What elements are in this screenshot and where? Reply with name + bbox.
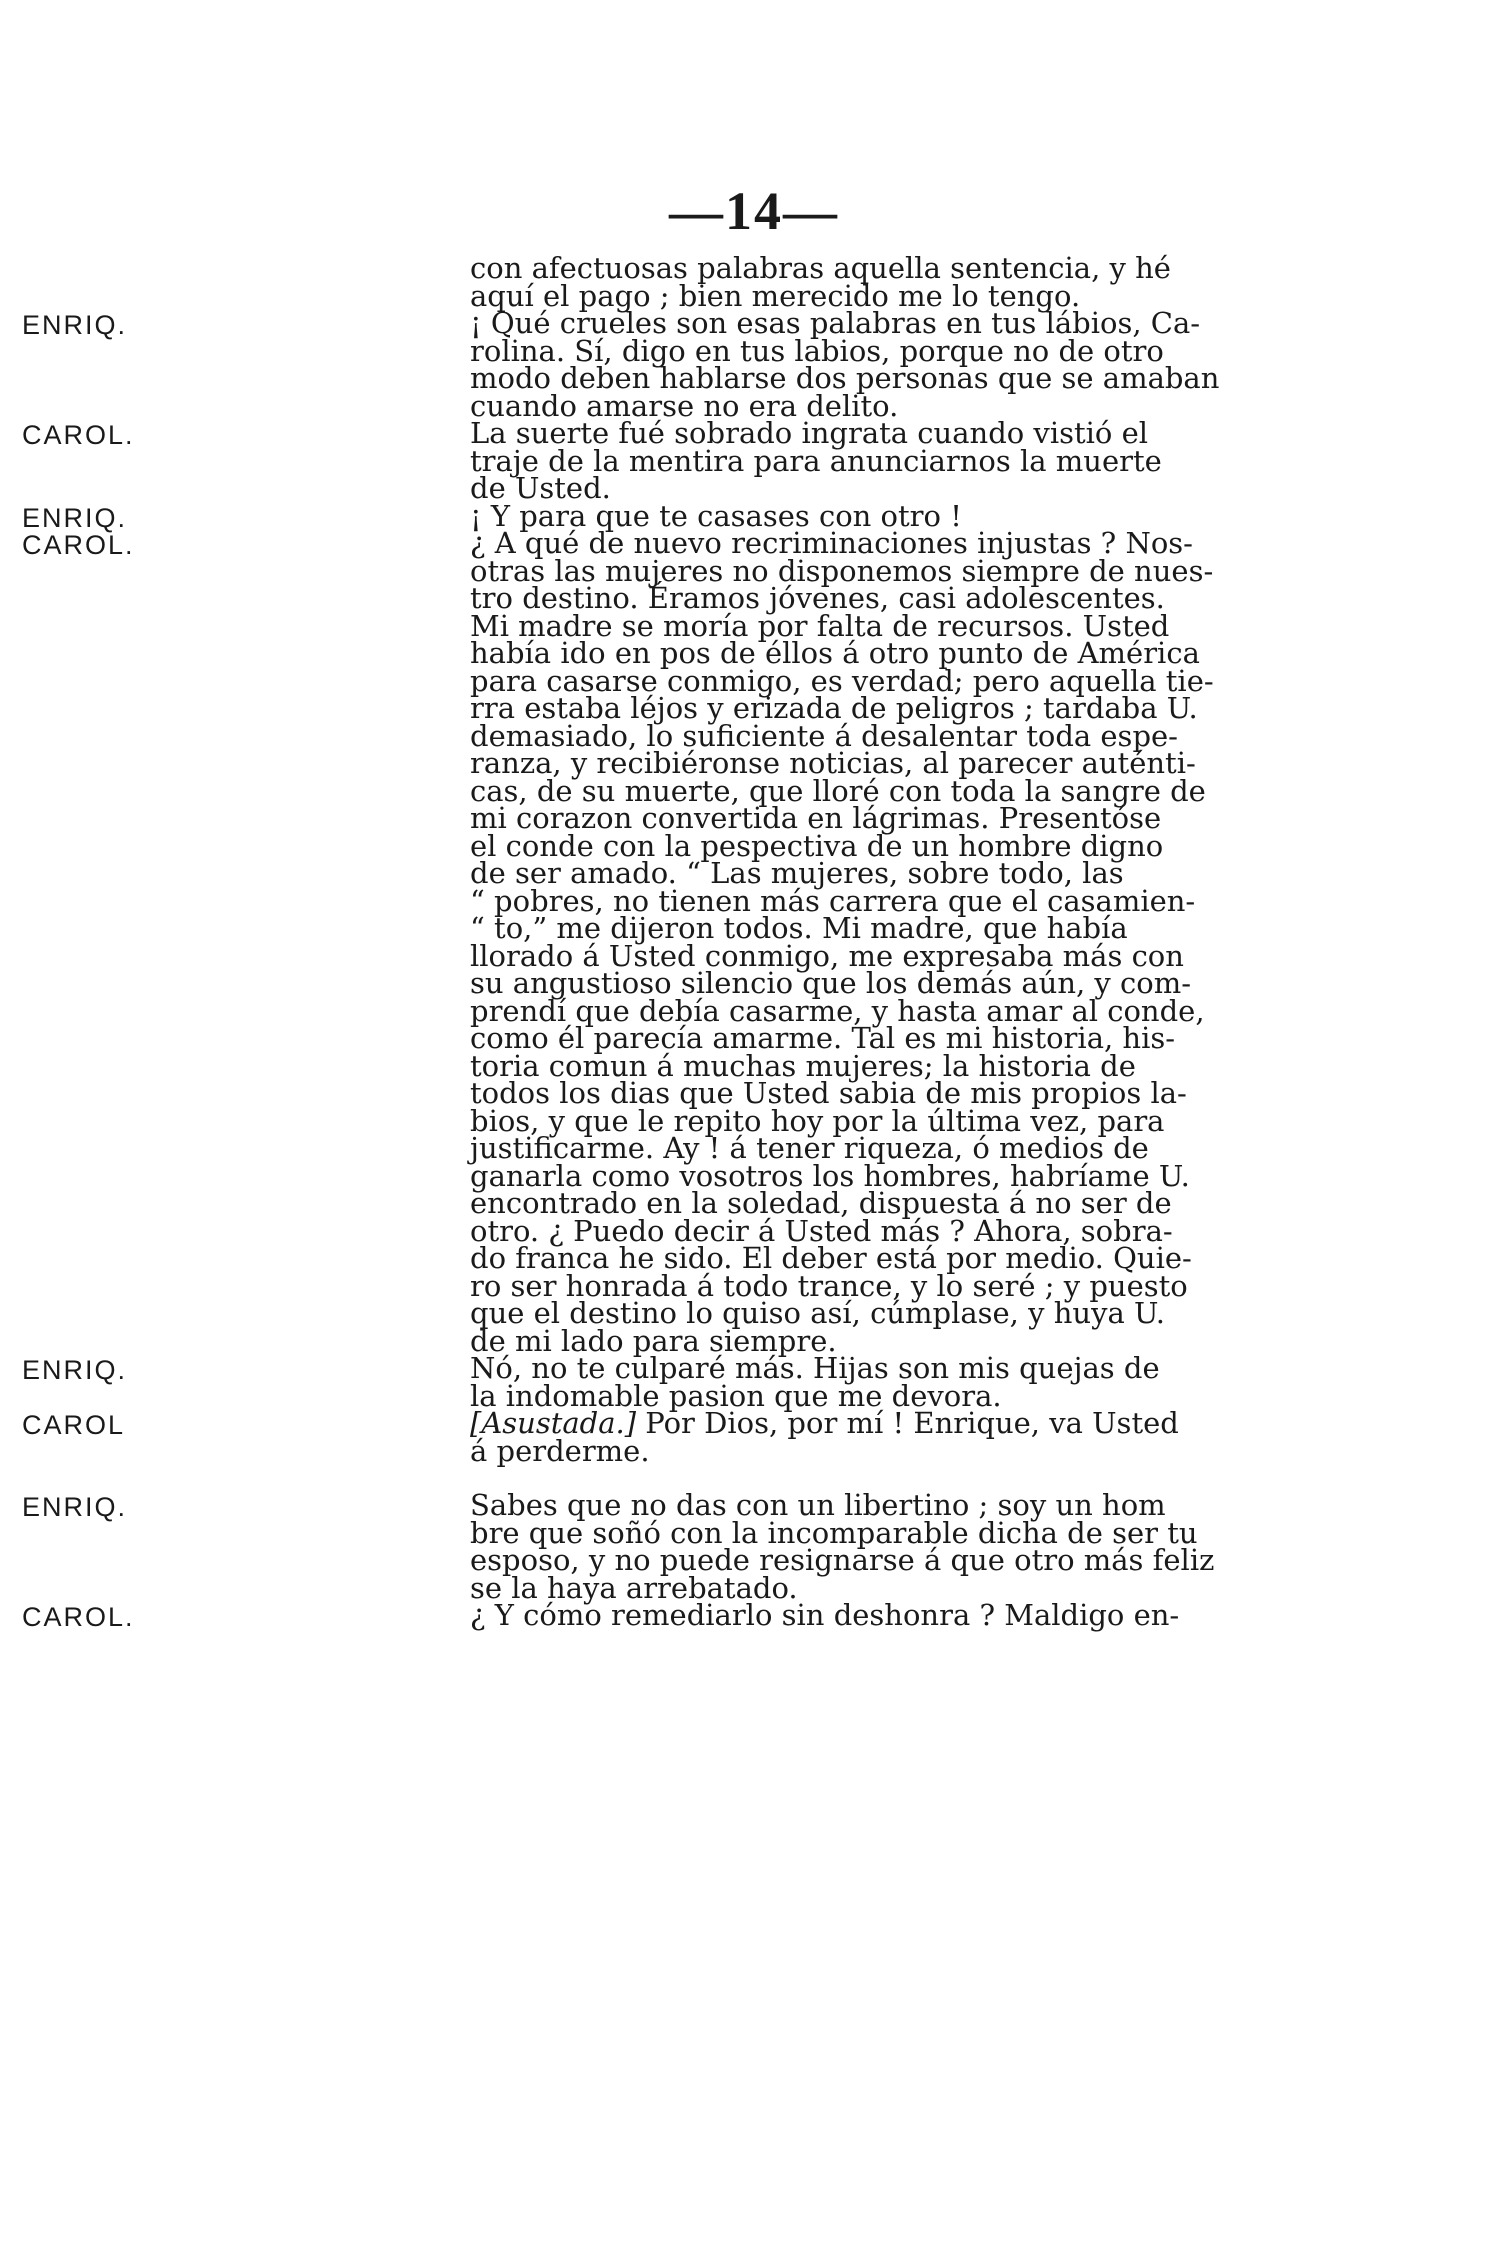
dialogue-entry	[22, 1351, 1310, 1413]
speech-text	[300, 1488, 1310, 1605]
text-line: demasiado, lo suficiente á desalentar toda espe-	[470, 718, 1178, 753]
text-line: la indomable pasion que me devora.	[470, 1378, 1002, 1413]
speaker-label: CAROL	[22, 1410, 126, 1440]
speech-text	[300, 251, 1310, 313]
text-line: como él parecía amarme. Tal es mi historia, his-	[470, 1021, 1176, 1055]
text-line: “ pobres, no tienen más carrera que el casamien-	[470, 883, 1196, 918]
text-line: de Usted.	[470, 471, 611, 505]
text-line: todos los dias que Usted sabia de mis propios la-	[470, 1076, 1187, 1110]
text-line: ro ser honrada á todo trance, y lo seré ; y puesto	[470, 1268, 1188, 1303]
speech-text	[300, 1351, 1310, 1413]
dialogue-entry	[22, 306, 1310, 423]
text-line: de ser amado. “ Las mujeres, sobre todo, las	[470, 856, 1124, 890]
text-line: mi corazon convertida en lágrimas. Presentóse	[470, 801, 1162, 835]
text-line: bios, y que le repito hoy por la última vez, para	[470, 1103, 1165, 1138]
dialogue-entry	[22, 416, 1310, 505]
speech-text	[300, 526, 1310, 1358]
text-line: modo deben hablarse dos personas que se amaban	[470, 361, 1220, 395]
speaker-label: CAROL.	[22, 1602, 135, 1632]
text-line: de mi lado para siempre.	[470, 1323, 837, 1358]
text-line: su angustioso silencio que los demás aún, y com-	[470, 966, 1192, 1000]
dialogue-entry	[300, 251, 1310, 313]
text-line: prendí que debía casarme, y hasta amar al conde,	[470, 993, 1205, 1028]
dialogue-entry	[22, 1406, 1310, 1468]
text-line: llorado á Usted conmigo, me expresaba más con	[470, 938, 1184, 973]
text-line: á perderme.	[470, 1433, 650, 1468]
dialogue-entry	[22, 1488, 1310, 1605]
text-line: rolina. Sí, digo en tus labios, porque no de otro	[470, 333, 1164, 368]
speaker-label: ENRIQ.	[22, 310, 128, 340]
text-line: bre que soñó con la incomparable dicha de ser tu	[470, 1515, 1198, 1550]
text-line: otras las mujeres no disponemos siempre de nues-	[470, 553, 1214, 588]
text-line: otro. ¿ Puedo decir á Usted más ? Ahora, sobra-	[470, 1213, 1173, 1248]
speaker-label: CAROL.	[22, 420, 135, 450]
text-line: había ido en pos de éllos á otro punto de América	[470, 636, 1200, 670]
text-line: con afectuosas palabras aquella sentencia, y hé	[470, 251, 1171, 285]
text-line: esposo, y no puede resignarse á que otro más feliz	[470, 1543, 1215, 1577]
text-line: cas, de su muerte, que lloré con toda la sangre de	[470, 773, 1206, 808]
speaker-label: ENRIQ.	[22, 1492, 128, 1522]
text-line: cuando amarse no era delito.	[470, 388, 899, 423]
text-line: el conde con la pespectiva de un hombre digno	[470, 828, 1164, 863]
text-line: ¡ Y para que te casases con otro !	[470, 498, 962, 533]
speaker-label: ENRIQ.	[22, 1355, 128, 1385]
text-line: Sabes que no das con un libertino ; soy un hom	[470, 1488, 1166, 1522]
text-line: rra estaba léjos y erizada de peligros ; tardaba U.	[470, 691, 1198, 725]
page-number: —14—	[669, 181, 839, 241]
dialogue-entry	[22, 526, 1310, 1358]
dialogue-block	[22, 251, 1310, 1632]
text-line: do franca he sido. El deber está por medio. Quie-	[470, 1241, 1192, 1275]
text-line-rest: Por Dios, por mí ! Enrique, va Usted	[636, 1406, 1179, 1440]
text-line: encontrado en la soledad, dispuesta á no ser de	[470, 1186, 1172, 1220]
text-line: justificarme. Ay ! á tener riqueza, ó medios de	[470, 1131, 1149, 1165]
text-line: traje de la mentira para anunciarnos la muerte	[470, 443, 1162, 478]
text-line: ¡ Qué crueles son esas palabras en tus lábios, Ca-	[470, 306, 1201, 340]
speech-text	[300, 306, 1310, 423]
text-line: ranza, y recibiéronse noticias, al parecer auténti-	[470, 746, 1196, 780]
text-line: tro destino. Éramos jóvenes, casi adolescentes.	[470, 581, 1165, 615]
text-line: ganarla como vosotros los hombres, habríame U.	[470, 1158, 1190, 1193]
text-line: ¿ A qué de nuevo recriminaciones injustas ? Nos-	[470, 526, 1193, 560]
text-line: ¿ Y cómo remediarlo sin deshonra ? Maldigo en-	[470, 1598, 1180, 1632]
text-line: para casarse conmigo, es verdad; pero aquella tie-	[470, 663, 1214, 698]
speech-text	[300, 1598, 1310, 1632]
text-line: que el destino lo quiso así, cúmplase, y huya U.	[470, 1296, 1165, 1330]
speech-text	[300, 1406, 1310, 1468]
text-line: Nó, no te culparé más. Hijas son mis quejas de	[470, 1351, 1160, 1385]
text-line: Mi madre se moría por falta de recursos. Usted	[470, 608, 1170, 643]
dialogue-entry	[22, 1598, 1310, 1632]
speaker-label: CAROL.	[22, 530, 135, 560]
text-line: “ to,” me dijeron todos. Mi madre, que había	[470, 911, 1128, 945]
text-line: La suerte fué sobrado ingrata cuando vistió el	[470, 416, 1149, 450]
speech-text	[300, 416, 1310, 505]
stage-direction: [Asustada.]	[470, 1406, 637, 1440]
text-line: se la haya arrebatado.	[470, 1570, 798, 1605]
text-line: toria comun á muchas mujeres; la historia de	[470, 1048, 1136, 1083]
speaker-label: ENRIQ.	[22, 502, 128, 533]
text-line: aquí el pago ; bien merecido me lo tengo.	[470, 278, 1081, 313]
